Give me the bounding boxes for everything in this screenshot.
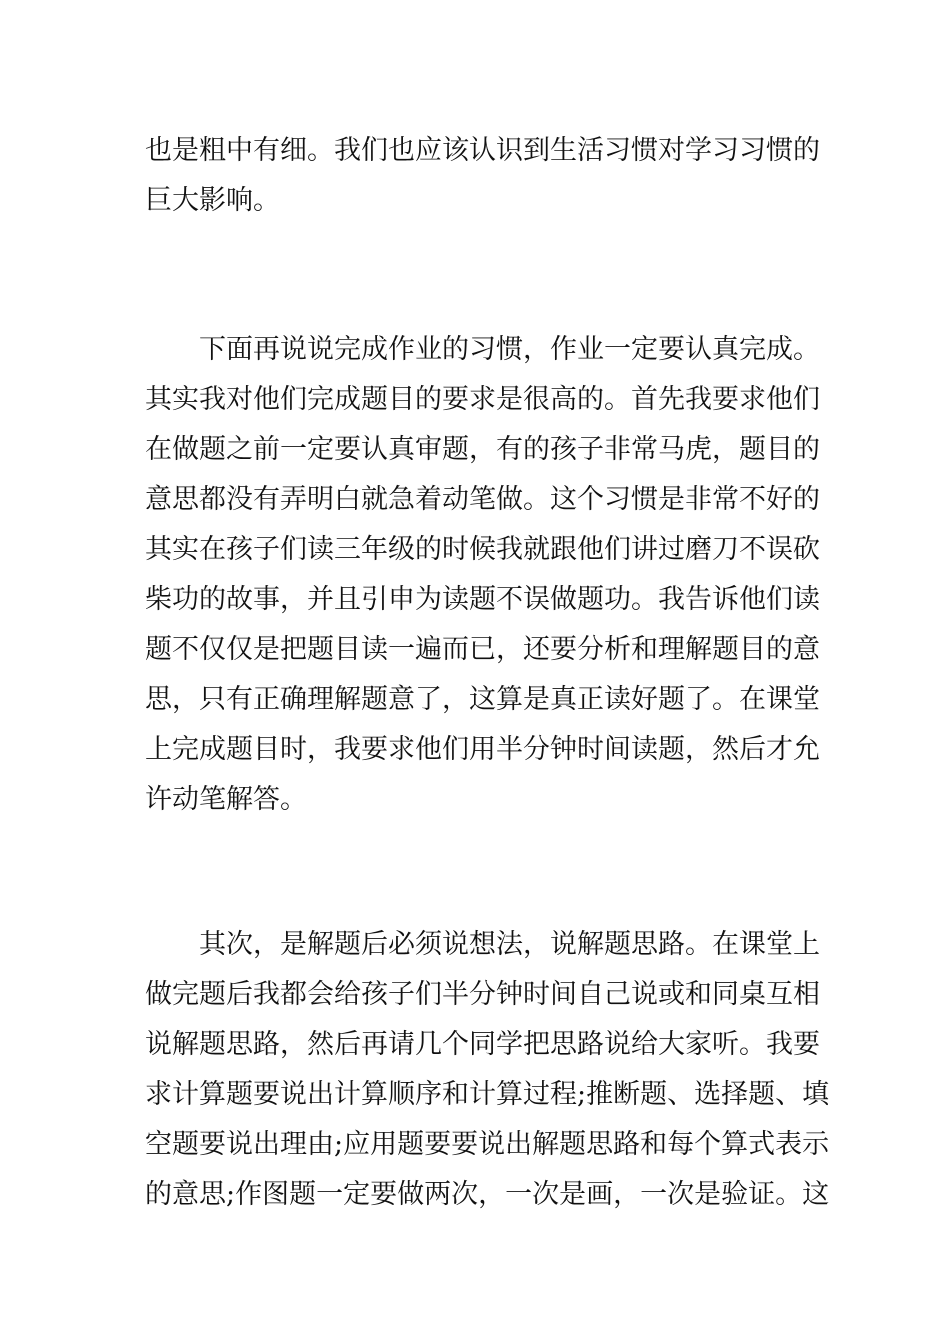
text-line: 做完题后我都会给孩子们半分钟时间自己说或和同桌互相: [145, 979, 820, 1010]
paragraph-1: [145, 126, 820, 226]
text-line: 上完成题目时，我要求他们用半分钟时间读题，然后才允: [145, 734, 820, 765]
text-line: 求计算题要说出计算顺序和计算过程;推断题、选择题、填: [145, 1079, 830, 1110]
text-line: 其次，是解题后必须说想法，说解题思路。在课堂上: [199, 929, 820, 960]
text-line: 许动笔解答。: [145, 784, 307, 815]
text-line: 题不仅仅是把题目读一遍而已，还要分析和理解题目的意: [145, 634, 820, 665]
text-line: 空题要说出理由;应用题要要说出解题思路和每个算式表示: [145, 1129, 830, 1160]
text-line: 下面再说说完成作业的习惯，作业一定要认真完成。: [199, 334, 820, 365]
text-line: 意思都没有弄明白就急着动笔做。这个习惯是非常不好的: [145, 484, 820, 515]
text-line: 柴功的故事，并且引申为读题不误做题功。我告诉他们读: [145, 584, 820, 615]
paragraph-3: [145, 920, 830, 1220]
text-line: 其实在孩子们读三年级的时候我就跟他们讲过磨刀不误砍: [145, 534, 820, 565]
text-line: 思，只有正确理解题意了，这算是真正读好题了。在课堂: [145, 684, 820, 715]
text-line: 在做题之前一定要认真审题，有的孩子非常马虎，题目的: [145, 434, 820, 465]
text-line: 说解题思路，然后再请几个同学把思路说给大家听。我要: [145, 1029, 820, 1060]
paragraph-2: [145, 325, 820, 825]
text-line: 的意思;作图题一定要做两次，一次是画，一次是验证。这: [145, 1179, 830, 1210]
text-line: 也是粗中有细。我们也应该认识到生活习惯对学习习惯的: [145, 135, 820, 166]
text-line: 其实我对他们完成题目的要求是很高的。首先我要求他们: [145, 384, 820, 415]
text-line: 巨大影响。: [145, 185, 280, 216]
